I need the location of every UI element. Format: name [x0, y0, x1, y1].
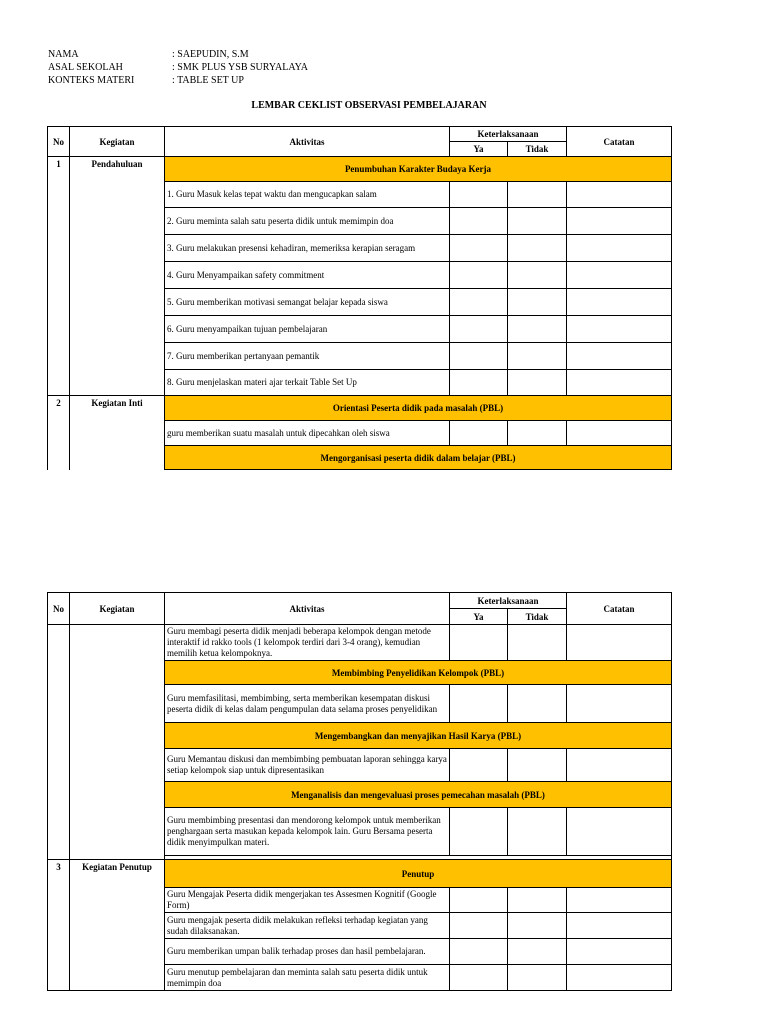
tidak-checkbox[interactable]: [508, 625, 567, 661]
section-number: 2: [48, 396, 70, 470]
tidak-checkbox[interactable]: [508, 888, 567, 913]
ya-checkbox[interactable]: [450, 749, 508, 782]
tidak-checkbox[interactable]: [508, 289, 567, 316]
ya-checkbox[interactable]: [450, 343, 508, 370]
activity-text: Guru menutup pembelajaran dan meminta salah satu peserta didik untuk memimpin doa: [165, 965, 450, 991]
section-number: 1: [48, 157, 70, 396]
activity-text: 8. Guru menjelaskan materi ajar terkait Table Set Up: [165, 370, 450, 396]
activity-text: 3. Guru melakukan presensi kehadiran, memeriksa kerapian seragam: [165, 235, 450, 262]
ya-checkbox[interactable]: [450, 208, 508, 235]
tidak-checkbox[interactable]: [508, 235, 567, 262]
tidak-checkbox[interactable]: [508, 208, 567, 235]
activity-text: 5. Guru memberikan motivasi semangat belajar kepada siswa: [165, 289, 450, 316]
phase-row: [48, 396, 672, 421]
catatan-field[interactable]: [567, 749, 672, 782]
tidak-checkbox[interactable]: [508, 939, 567, 965]
activity-text: Guru Mengajak Peserta didik mengerjakan tes Assesmen Kognitif (Google Form): [165, 888, 450, 913]
ya-checkbox[interactable]: [450, 289, 508, 316]
info-row-konteks: [48, 74, 308, 87]
activity-text: 4. Guru Menyampaikan safety commitment: [165, 262, 450, 289]
tidak-checkbox[interactable]: [508, 685, 567, 723]
checklist-table-page1: [47, 126, 672, 470]
activity-text: Guru memfasilitasi, membimbing, serta memberikan kesempatan diskusi peserta didik di kelas dalam pengumpulan data selama proses penyelidikan: [165, 685, 450, 723]
catatan-field[interactable]: [567, 808, 672, 856]
col-tidak: Tidak: [508, 142, 567, 157]
checklist-table-page2: [47, 592, 672, 991]
ya-checkbox[interactable]: [450, 262, 508, 289]
tidak-checkbox[interactable]: [508, 182, 567, 208]
info-label: KONTEKS MATERI: [48, 75, 135, 86]
tidak-checkbox[interactable]: [508, 808, 567, 856]
catatan-field[interactable]: [567, 262, 672, 289]
ya-checkbox[interactable]: [450, 421, 508, 446]
activity-text: 1. Guru Masuk kelas tepat waktu dan mengucapkan salam: [165, 182, 450, 208]
tidak-checkbox[interactable]: [508, 913, 567, 939]
info-row-nama: [48, 48, 308, 61]
catatan-field[interactable]: [567, 625, 672, 661]
catatan-field[interactable]: [567, 182, 672, 208]
catatan-field[interactable]: [567, 235, 672, 262]
section-number-continued: [48, 625, 70, 860]
ya-checkbox[interactable]: [450, 939, 508, 965]
col-ya: Ya: [450, 609, 508, 625]
catatan-field[interactable]: [567, 208, 672, 235]
phase-label: Menganalisis dan mengevaluasi proses pemecahan masalah (PBL): [165, 782, 672, 808]
section-number: 3: [48, 860, 70, 991]
activity-text: guru memberikan suatu masalah untuk dipecahkan oleh siswa: [165, 421, 450, 446]
info-value: : SMK PLUS YSB SURYALAYA: [172, 62, 308, 73]
phase-row: [48, 860, 672, 888]
catatan-field[interactable]: [567, 421, 672, 446]
col-keterlaksanaan: Keterlaksanaan: [450, 127, 567, 142]
catatan-field[interactable]: [567, 939, 672, 965]
tidak-checkbox[interactable]: [508, 421, 567, 446]
catatan-field[interactable]: [567, 685, 672, 723]
col-no: No: [48, 127, 70, 157]
ya-checkbox[interactable]: [450, 685, 508, 723]
activity-text: Guru memberikan umpan balik terhadap proses dan hasil pembelajaran.: [165, 939, 450, 965]
ya-checkbox[interactable]: [450, 913, 508, 939]
col-aktivitas: Aktivitas: [165, 593, 450, 625]
ya-checkbox[interactable]: [450, 965, 508, 991]
col-kegiatan: Kegiatan: [70, 127, 165, 157]
col-ya: Ya: [450, 142, 508, 157]
ya-checkbox[interactable]: [450, 888, 508, 913]
info-value: : SAEPUDIN, S.M: [172, 49, 249, 60]
tidak-checkbox[interactable]: [508, 343, 567, 370]
phase-row: [48, 157, 672, 182]
activity-text: 2. Guru meminta salah satu peserta didik untuk memimpin doa: [165, 208, 450, 235]
ya-checkbox[interactable]: [450, 808, 508, 856]
phase-label: Mengorganisasi peserta didik dalam belajar (PBL): [165, 446, 672, 470]
catatan-field[interactable]: [567, 343, 672, 370]
section-kegiatan: Kegiatan Inti: [70, 396, 165, 470]
col-no: No: [48, 593, 70, 625]
col-catatan: Catatan: [567, 127, 672, 157]
section-kegiatan: Kegiatan Penutup: [70, 860, 165, 991]
catatan-field[interactable]: [567, 913, 672, 939]
activity-text: Guru Memantau diskusi dan membimbing pembuatan laporan sehingga karya setiap kelompok siap untuk dipresentasikan: [165, 749, 450, 782]
activity-text: 6. Guru menyampaikan tujuan pembelajaran: [165, 316, 450, 343]
col-catatan: Catatan: [567, 593, 672, 625]
tidak-checkbox[interactable]: [508, 370, 567, 396]
phase-label: Penumbuhan Karakter Budaya Kerja: [165, 157, 672, 182]
ya-checkbox[interactable]: [450, 370, 508, 396]
col-kegiatan: Kegiatan: [70, 593, 165, 625]
document-title: LEMBAR CEKLIST OBSERVASI PEMBELAJARAN: [251, 100, 487, 111]
info-label: ASAL SEKOLAH: [48, 62, 123, 73]
ya-checkbox[interactable]: [450, 625, 508, 661]
catatan-field[interactable]: [567, 888, 672, 913]
phase-label: Penutup: [165, 860, 672, 888]
col-keterlaksanaan: Keterlaksanaan: [450, 593, 567, 609]
activity-text: Guru membimbing presentasi dan mendorong kelompok untuk memberikan penghargaan serta masukan kepada kelompok lain. Guru Bersama peserta didik menyimpulkan materi.: [165, 808, 450, 856]
col-tidak: Tidak: [508, 609, 567, 625]
ya-checkbox[interactable]: [450, 316, 508, 343]
activity-text: 7. Guru memberikan pertanyaan pemantik: [165, 343, 450, 370]
activity-row: [48, 625, 672, 661]
header-info: [48, 48, 308, 87]
catatan-field[interactable]: [567, 289, 672, 316]
header-row: [48, 127, 672, 142]
catatan-field[interactable]: [567, 965, 672, 991]
activity-text: Guru mengajak peserta didik melakukan refleksi terhadap kegiatan yang sudah dilaksanakan.: [165, 913, 450, 939]
tidak-checkbox[interactable]: [508, 316, 567, 343]
section-kegiatan-continued: [70, 625, 165, 860]
catatan-field[interactable]: [567, 316, 672, 343]
ya-checkbox[interactable]: [450, 182, 508, 208]
info-label: NAMA: [48, 49, 79, 60]
phase-label: Orientasi Peserta didik pada masalah (PBL): [165, 396, 672, 421]
activity-text: Guru membagi peserta didik menjadi beberapa kelompok dengan metode interaktif id rakko tools (1 kelompok terdiri dari 3-4 orang), kemudian memilih ketua kelompoknya.: [165, 625, 450, 661]
ya-checkbox[interactable]: [450, 235, 508, 262]
phase-label: Mengembangkan dan menyajikan Hasil Karya (PBL): [165, 723, 672, 749]
info-value: : TABLE SET UP: [172, 75, 244, 86]
section-kegiatan: Pendahuluan: [70, 157, 165, 396]
tidak-checkbox[interactable]: [508, 965, 567, 991]
col-aktivitas: Aktivitas: [165, 127, 450, 157]
info-row-sekolah: [48, 61, 308, 74]
catatan-field[interactable]: [567, 370, 672, 396]
header-row: [48, 593, 672, 609]
tidak-checkbox[interactable]: [508, 262, 567, 289]
tidak-checkbox[interactable]: [508, 749, 567, 782]
phase-label: Membimbing Penyelidikan Kelompok (PBL): [165, 661, 672, 685]
